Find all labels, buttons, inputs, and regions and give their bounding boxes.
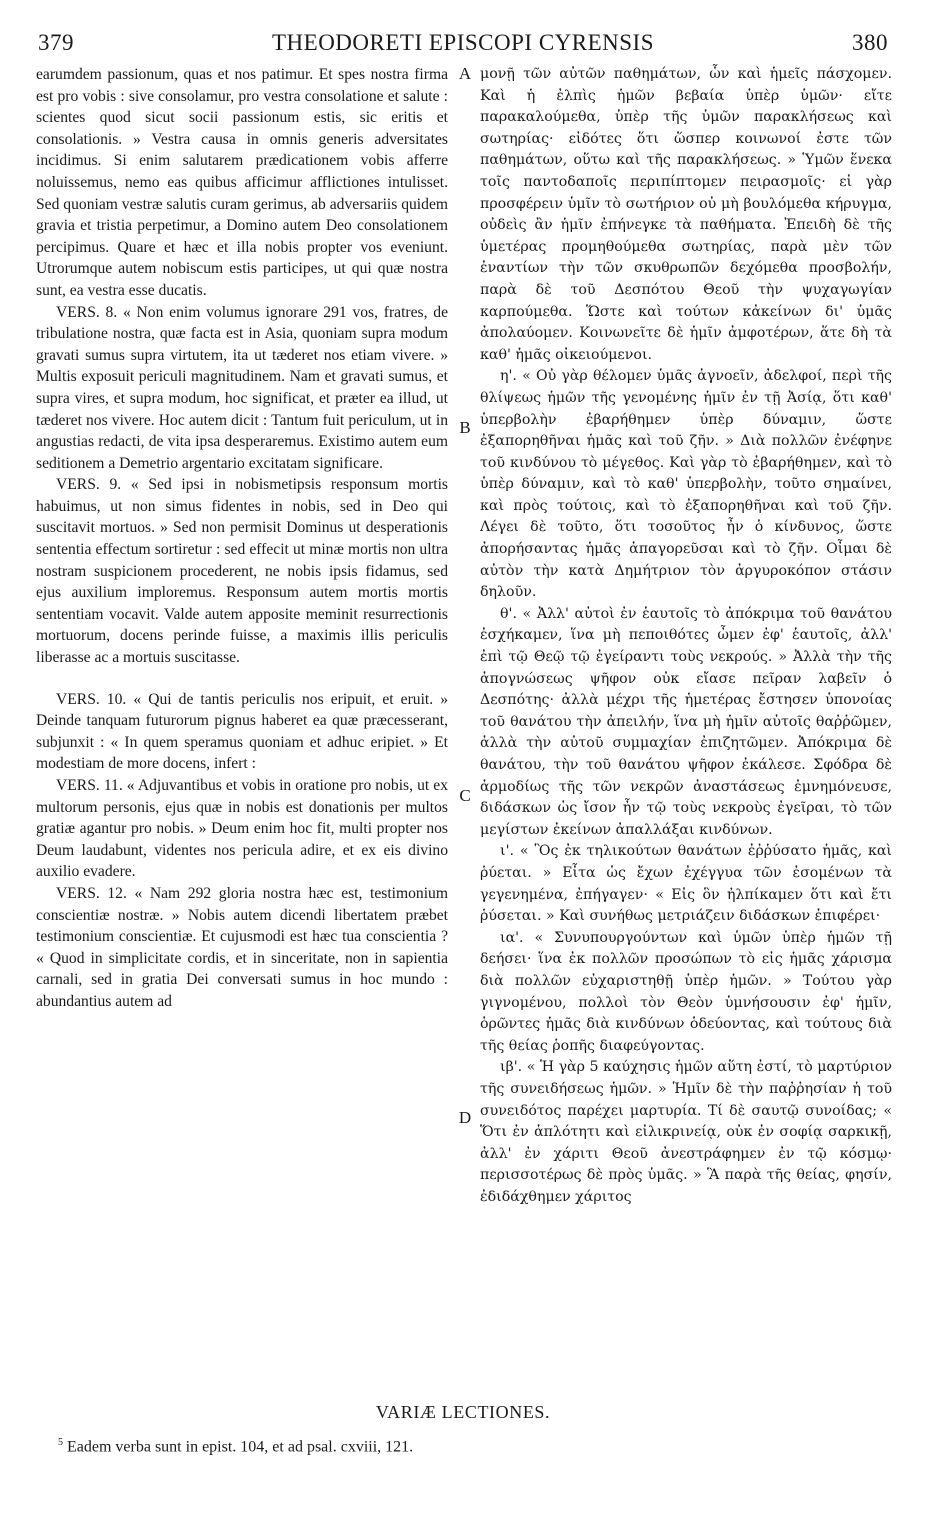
running-title: THEODORETI EPISCOPI CYRENSIS — [271, 30, 655, 55]
footnote — [58, 1432, 888, 1458]
latin-verse-12: VERS. 12. « Nam 292 gloria nostra hæc est, testimonium conscientiæ nostræ. » Nobis autem dicendi libertatem præbet testimonium conscientiæ. Et cujusmodi est hæc tua conscientia ? « Quod in simplicitate cordis, et in sinceritate, non in sapientia carnali, sed in gratia Dei conversati sumus in hoc mundo : abundantius autem ad — [36, 884, 448, 1010]
latin-verse-8: VERS. 8. « Non enim volumus ignorare 291 vos, fratres, de tribulatione nostra, quæ facta est in Asia, quoniam supra modum gravati sumus supra virtutem, ita ut tæderet nos etiam vivere. » Multis exposuit periculi magnitudinem. Nam et gravati sumus, et supra vires, et supra modum, hoc significat, et præter ea illud, ut tæderet nos vivere. Hoc autem dicit : Tantum fuit periculum, ut in angustias redacti, de vita ipsa desperaremus. Existimo autem eum seditionem a Demetrio argentario excitatam significare. — [36, 303, 448, 472]
greek-verse-12: ιβ'. « Ἡ γὰρ 5 καύχησις ἡμῶν αὕτη ἐστί, τὸ μαρτύριον τῆς συνειδήσεως ἡμῶν. » Ἡμῖν δὲ τὴν παῤῥησίαν ἡ τοῦ συνειδότος παρέχει μαρτυρία. Τί δὲ σαυτῷ συνοίδας; « Ὅτι ἐν ἁπλότητι καὶ εἰλικρινείᾳ, οὐκ ἐν σοφίᾳ σαρκικῇ, ἀλλ' ἐν χάριτι Θεοῦ ἀνεστράφημεν ἐν τῷ κόσμῳ· περισσοτέρως δὲ πρὸς ὑμᾶς. » Ἃ παρὰ τῆς θείας, φησίν, ἐδιδάχθημεν χάριτος — [480, 1059, 892, 1205]
latin-column — [36, 64, 448, 1404]
greek-verse-11: ια'. « Συνυπουργούντων καὶ ὑμῶν ὑπὲρ ἡμῶν τῇ δεήσει· ἵνα ἐκ πολλῶν προσώπων τὸ εἰς ἡμᾶς χάρισμα διὰ πολλῶν εὐχαριστηθῇ ὑπὲρ ἡμῶν. » Τούτου γὰρ γιγνομένου, πολλοὶ τὸν Θεὸν ὑμνήσουσιν ἐφ' ἡμῖν, ὁρῶντες ἡμᾶς διὰ κινδύνων ὁδεύοντας, καὶ τούτους διὰ τῆς θείας ῥοπῆς διαφεύγοντας. — [480, 929, 892, 1054]
latin-verse-10: VERS. 10. « Qui de tantis periculis nos eripuit, et eruit. » Deinde tanquam futurorum pignus haberet ea quæ præcesserant, subjunxit : « In quem speramus quoniam et adhuc eripiet. » Et modestiam de more docens, infert : — [36, 690, 448, 773]
margin-letter-d: D — [458, 1108, 472, 1127]
margin-letter-a: A — [458, 64, 472, 83]
footnote-text: Eadem verba sunt in epist. 104, et ad psal. cxviii, 121. — [67, 1438, 414, 1456]
greek-column — [480, 64, 892, 1404]
greek-verse-9: θ'. « Ἀλλ' αὐτοὶ ἐν ἑαυτοῖς τὸ ἀπόκριμα τοῦ θανάτου ἐσχήκαμεν, ἵνα μὴ πεποιθότες ὦμεν ἐφ' ἑαυτοῖς, ἀλλ' ἐπὶ τῷ Θεῷ τῷ ἐγείραντι τοὺς νεκρούς. » Ἀλλὰ τὴν τῆς ἀπογνώσεως ψῆφον οὐκ εἴασε πεῖραν λαβεῖν ὁ Δεσπότης· ἀλλὰ μέχρι τῆς ἡμετέρας ἔστησεν ὑπονοίας τοῦ θανάτου τὴν ἀπειλήν, ἵνα μὴ ἡμῖν αὐτοῖς θαῤῥῶμεν, ἀλλὰ τὴν αὐτοῦ συμμαχίαν ἐπιζητῶμεν. Ἀπόκριμα δὲ θανάτου, τὴν τοῦ θανάτου ψῆφον ἐκάλεσε. Σφόδρα δὲ ἁρμοδίως τῆς τῶν νεκρῶν ἀναστάσεως ἐμνημόνευσε, διδάσκων ὡς ἴσον ἦν τῷ τοὺς νεκροὺς ἐγεῖραι, τὸ τῶν μεγίστων ἐκείνων ἀπαλλάξαι κινδύνων. — [480, 605, 892, 838]
margin-letter-b: B — [459, 418, 471, 437]
page-number-right: 380 — [852, 30, 888, 55]
latin-verse-9: VERS. 9. « Sed ipsi in nobismetipsis responsum mortis habuimus, ut non simus fidentes in nobis, sed in Deo qui suscitavit mortuos. » Sed non permisit Dominus ut desperationis sententia effectum sortiretur : sed effecit ut minæ mortis non ultra nostram suspicionem procederent, ne nobis ipsis fidamus, sed ejus auxilium imploremus. Responsum autem mortis mortis sententiam vocavit. Valde autem apposite meminit resurrectionis mortuorum, docens perinde fuisse, a maximis illis periculis liberasse ac a mortuis suscitasse. — [36, 476, 448, 667]
greek-paragraph-1: μονῇ τῶν αὐτῶν παθημάτων, ὧν καὶ ἡμεῖς πάσχομεν. Καὶ ἡ ἐλπὶς ἡμῶν βεβαία ὑπὲρ ὑμῶν· εἴτε παρακαλούμεθα, ὑπὲρ τῆς ὑμῶν παρακλήσεως καὶ σωτηρίας· εἰδότες ὅτι ὥσπερ κοινωνοί ἐστε τῶν παθημάτων, οὕτω καὶ τῆς παρακλήσεως. » Ὑμῶν ἕνεκα τοῖς παντοδαποῖς περιπίπτομεν πειρασμοῖς· εἰ γὰρ προσφέρειν ὑμῖν τὸ σωτήριον οὐ μὴ βουλόμεθα κήρυγμα, οὐδεὶς ἂν ἡμῖν ἐπήνεγκε τὰ παθήματα. Ἐπειδὴ δὲ τῆς ὑμετέρας προμηθούμεθα σωτηρίας, παρὰ μὲν τῶν ἐναντίων τὴν τῶν σκυθρωπῶν δεχόμεθα προσβολήν, παρὰ δὲ τοῦ Δεσπότου Θεοῦ τὴν ψυχαγωγίαν καρπούμεθα. Ὥστε καὶ τούτων κἀκείνων δι' ὑμᾶς ἀπολαύομεν. Κοινωνεῖτε δὲ ἡμῖν ἀμφοτέρων, ἅτε δὴ τὰ καθ' ἡμᾶς οἰκειούμενοι. — [480, 66, 892, 363]
variae-lectiones-heading: VARIÆ LECTIONES. — [375, 1402, 551, 1422]
greek-verse-8: η'. « Οὐ γὰρ θέλομεν ὑμᾶς ἀγνοεῖν, ἀδελφοί, περὶ τῆς θλίψεως ἡμῶν τῆς γενομένης ἡμῖν ἐν τῇ Ἀσίᾳ, ὅτι καθ' ὑπερβολὴν ἐβαρήθημεν ὑπὲρ δύναμιν, ὥστε ἐξαπορηθῆναι ἡμᾶς καὶ τοῦ ζῆν. » Διὰ πολλῶν ἐνέφηνε τοῦ κινδύνου τὸ μέγεθος. Καὶ γὰρ τὸ ἐβαρήθημεν, καὶ τὸ ὑπὲρ δύναμιν, καὶ τὸ καθ' ὑπερβολὴν, τοῦτο σημαίνει, καὶ πρὸς τούτοις, καὶ τὸ ἐξαπορηθῆναι καὶ τοῦ ζῆν. Λέγει δὲ τοῦτο, ὅτι τοσοῦτος ἦν ὁ κίνδυνος, ὥστε ἀπορήσαντας ἡμᾶς ἀπαγορεῦσαι καὶ τὸ ζῆν. Οἶμαι δὲ αὐτὸν τὴν κατὰ Δημήτριον τὸν ἀργυροκόπον στάσιν δηλοῦν. — [480, 368, 892, 601]
latin-verse-11: VERS. 11. « Adjuvantibus et vobis in oratione pro nobis, ut ex multorum personis, ejus quæ in nobis est donationis per multos gratiæ agantur pro nobis. » Deum enim hoc fit, multi propter nos Deum laudabunt, videntes nos pericula adire, et ex eis divino auxilio evadere. — [36, 777, 448, 881]
greek-verse-10: ι'. « Ὃς ἐκ τηλικούτων θανάτων ἐῤῥύσατο ἡμᾶς, καὶ ῥύεται. » Εἶτα ὡς ἔχων ἐχέγγυα τῶν ἐσομένων τὰ γεγενημένα, ἐπήγαγεν· « Εἰς ὃν ἠλπίκαμεν ὅτι καὶ ἔτι ῥύσεται. » Καὶ συνήθως μετριάζειν διδάσκων ἐπιφέρει· — [480, 843, 892, 925]
margin-letter-c: C — [459, 786, 471, 805]
footnote-mark: 5 — [58, 1437, 63, 1448]
page-header — [38, 30, 888, 62]
latin-paragraph-1: earumdem passionum, quas et nos patimur. Et spes nostra firma est pro vobis : sive consolamur, pro vestra consolatione et salute : scientes quod sicut socii passionum estis, sic eritis et consolationis. » Vestra causa in omnis generis adversitates incidimus. Si enim salutarem prædicationem vobis afferre noluissemus, nemo eas quibus afficimur afflictiones intulisset. Sed quoniam vestræ salutis curam gerimus, ab adversariis quidem gravia et tristia perpetimur, a Domino autem Deo consolationem percipimus. Quare et hæc et illa nobis propter vos eveniunt. Utrorumque autem nobiscum estis participes, ut qui quæ nostra sunt, ea vestra esse ducatis. — [36, 66, 448, 299]
page-number-left: 379 — [38, 30, 74, 55]
